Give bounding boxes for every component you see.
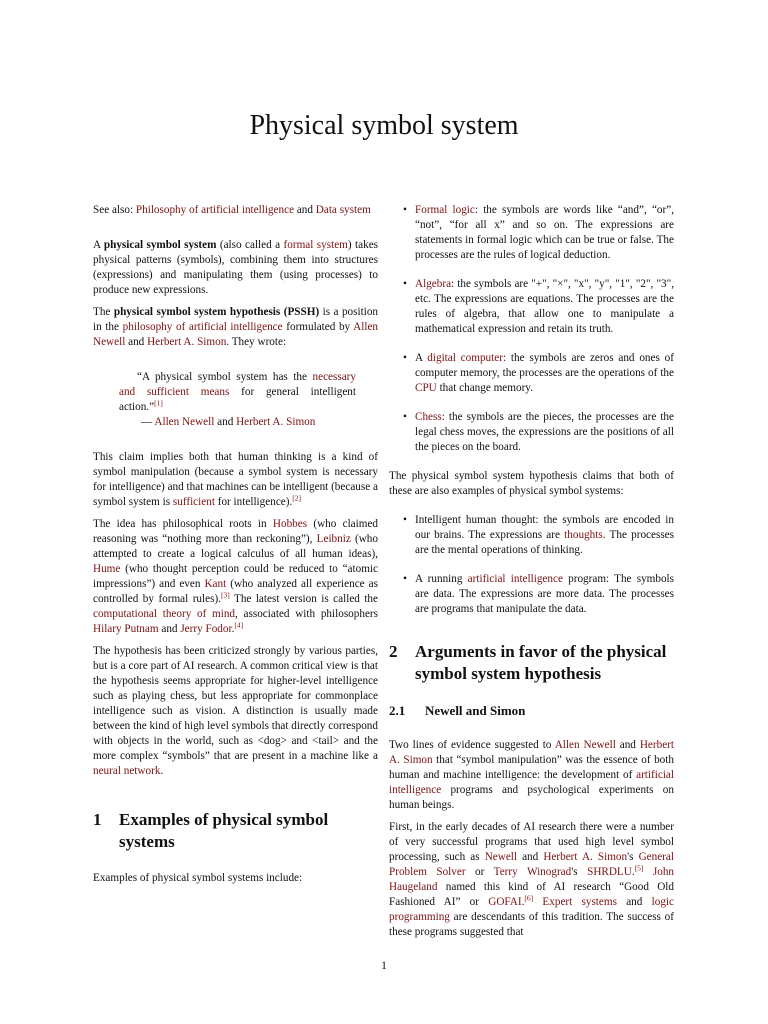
first-text: First, in the early decades of AI research there were a number of very successful programs that used high level symbol processing, such as bbox=[389, 821, 674, 863]
attribution-and: and bbox=[214, 416, 237, 428]
claim-text: This claim implies both that human thinking is a kind of symbol manipulation (because a symbol system is necessary for intelligence) and that machines can be intelligent (because a symbol system is bbox=[93, 451, 378, 508]
first-text bbox=[643, 866, 652, 878]
section-title: Arguments in favor of the physical symbol system hypothesis bbox=[415, 642, 667, 683]
link-john-haugeland[interactable]: John Haugeland bbox=[389, 866, 675, 893]
list-item bbox=[389, 277, 674, 337]
criticized-text: The hypothesis has been criticized strongly by various parties, but is a core part of AI research. A common critical view is that the hypothesis seems appropriate for higher-level intelligence such as playing chess, but less appropriate for commonplace intelligence such as vision. A distinction is usually made between the kind of high level symbols that directly correspond with objects in the world, such as <dog> and <tail> and the more complex “symbols” that are present in a machine like a bbox=[93, 645, 378, 762]
citation-5[interactable]: [5] bbox=[634, 863, 644, 873]
link-allen-newell[interactable]: Allen Newell bbox=[154, 416, 215, 428]
criticized-text: . bbox=[160, 765, 164, 777]
link-formal-logic[interactable]: Formal logic bbox=[415, 204, 475, 216]
link-logic-programming[interactable]: logic programming bbox=[389, 896, 674, 923]
attribution-dash: — bbox=[141, 416, 155, 428]
subsection-number: 2.1 bbox=[389, 703, 406, 718]
link-algebra[interactable]: Algebra bbox=[415, 278, 452, 290]
intro-text: (also called a bbox=[216, 239, 284, 251]
link-philosophy-of-ai[interactable]: philosophy of artificial intelligence bbox=[122, 321, 283, 333]
list-item bbox=[389, 203, 674, 263]
quote-part: “A physical symbol system has the bbox=[137, 371, 313, 383]
first-paragraph bbox=[389, 820, 674, 940]
link-data-system[interactable]: Data system bbox=[315, 204, 371, 216]
list-item-text: A bbox=[415, 352, 428, 364]
link-leibniz[interactable]: Leibniz bbox=[316, 533, 351, 545]
list-item bbox=[389, 410, 674, 455]
first-text: named this kind of AI research “Good Old Fashioned AI” or bbox=[389, 881, 674, 908]
link-shrdlu[interactable]: SHRDLU bbox=[587, 866, 632, 878]
first-text: . bbox=[521, 896, 525, 908]
link-herbert-simon[interactable]: Herbert A. Simon bbox=[147, 336, 227, 348]
bullet-icon: • bbox=[403, 514, 407, 526]
first-text: 's bbox=[627, 851, 639, 863]
roots-paragraph bbox=[93, 517, 378, 637]
link-philosophy-of-ai[interactable]: Philosophy of artificial intelligence bbox=[135, 204, 295, 216]
pssh-text: is a position in the bbox=[93, 306, 379, 333]
page-title: Physical symbol system bbox=[249, 110, 519, 141]
roots-text: , associated with philosophers bbox=[235, 608, 378, 620]
evidence-text: that “symbol manipulation” was the essence of both human and machine intelligence: the development of bbox=[389, 754, 674, 781]
link-formal-system[interactable]: formal system bbox=[283, 239, 348, 251]
link-general-problem-solver[interactable]: General Problem Solver bbox=[389, 851, 674, 878]
list-item-text: that change memory. bbox=[436, 382, 533, 394]
link-artificial-intelligence[interactable]: artificial intelligence bbox=[467, 573, 563, 585]
link-allen-newell[interactable]: Allen Newell bbox=[554, 739, 616, 751]
list-item bbox=[389, 351, 674, 396]
first-text: . bbox=[631, 866, 635, 878]
roots-text: (who thought perception could be reduced to “atomic impressions”) and even bbox=[93, 563, 378, 590]
section-2-1-heading bbox=[389, 703, 674, 718]
see-also-prefix: See also: bbox=[93, 204, 136, 216]
examples-intro: Examples of physical symbol systems include: bbox=[93, 872, 303, 884]
roots-text: The latest version is called the bbox=[229, 593, 378, 605]
intro-text: ) takes physical patterns (symbols), combining them into structures (expressions) and manipulating them (using processes) to produce new expressions. bbox=[93, 239, 379, 296]
claims-paragraph: The physical symbol system hypothesis claims that both of these are also examples of physical symbol systems: bbox=[389, 470, 674, 497]
list-item-text: . The processes are the mental operations of thinking. bbox=[415, 529, 675, 556]
page-number: 1 bbox=[381, 960, 387, 972]
evidence-paragraph bbox=[389, 738, 674, 813]
claim-paragraph bbox=[93, 450, 378, 510]
link-hilary-putnam[interactable]: Hilary Putnam bbox=[93, 623, 159, 635]
right-column bbox=[389, 203, 674, 947]
link-herbert-simon[interactable]: Herbert A. Simon bbox=[543, 851, 628, 863]
link-terry-winograd[interactable]: Terry Winograd bbox=[493, 866, 572, 878]
first-text: and bbox=[616, 896, 652, 908]
subsection-title: Newell and Simon bbox=[425, 703, 526, 718]
blockquote bbox=[119, 370, 356, 430]
link-jerry-fodor[interactable]: Jerry Fodor bbox=[180, 623, 232, 635]
list-item-text: : the symbols are words like “and”, “or”, “not”, “for all x” and so on. The expressions are statements in formal logic which can be true or false. The processes are the rules of logical deduction. bbox=[415, 204, 674, 261]
link-computational-theory-of-mind[interactable]: computational theory of mind bbox=[93, 608, 236, 620]
citation-1[interactable]: [1] bbox=[154, 398, 163, 408]
link-cpu[interactable]: CPU bbox=[415, 382, 437, 394]
evidence-text: Two lines of evidence suggested to bbox=[389, 739, 555, 751]
pssh-abbrev: (PSSH) bbox=[283, 306, 320, 318]
roots-text: (who claimed reasoning was “nothing more than reckoning”), bbox=[93, 518, 379, 545]
list-item bbox=[389, 572, 674, 617]
link-allen-newell[interactable]: Allen Newell bbox=[93, 321, 379, 348]
list-item bbox=[389, 513, 674, 558]
bullet-icon: • bbox=[403, 411, 407, 423]
list-item-text: : the symbols are the pieces, the processes are the legal chess moves, the expressions are the positions of all the pieces on the board. bbox=[415, 411, 674, 453]
quote-part: for general intelligent action.” bbox=[119, 386, 357, 413]
pssh-term: physical symbol system hypothesis bbox=[113, 306, 281, 318]
link-hume[interactable]: Hume bbox=[93, 563, 121, 575]
intro-paragraph bbox=[93, 238, 378, 298]
citation-3[interactable]: [3] bbox=[220, 590, 230, 600]
first-text: are descendants of this tradition. The success of these programs suggested that bbox=[389, 911, 674, 938]
pssh-paragraph bbox=[93, 305, 378, 350]
link-herbert-simon[interactable]: Herbert A. Simon bbox=[236, 416, 316, 428]
roots-text: and bbox=[158, 623, 181, 635]
section-number: 2 bbox=[389, 642, 398, 661]
link-kant[interactable]: Kant bbox=[204, 578, 227, 590]
citation-4[interactable]: [4] bbox=[234, 620, 244, 630]
list-item-text: : the symbols are zeros and ones of computer memory, the processes are the operations of the bbox=[415, 352, 674, 379]
roots-text: (who attempted to create a logical calculus of all human ideas), bbox=[93, 533, 378, 560]
intro-text: A bbox=[93, 239, 104, 251]
citation-6[interactable]: [6] bbox=[524, 893, 534, 903]
evidence-text: programs and psychological experiments on human beings. bbox=[389, 784, 674, 811]
link-chess[interactable]: Chess bbox=[415, 411, 442, 423]
pssh-text: . They wrote: bbox=[226, 336, 287, 348]
link-artificial-intelligence[interactable]: artificial intelligence bbox=[389, 769, 674, 796]
section-number: 1 bbox=[93, 810, 102, 829]
pssh-text: and bbox=[125, 336, 148, 348]
first-text: and bbox=[517, 851, 544, 863]
intro-term: physical symbol system bbox=[103, 239, 217, 251]
link-digital-computer[interactable]: digital computer bbox=[427, 352, 503, 364]
link-sufficient[interactable]: sufficient bbox=[172, 496, 215, 508]
see-also-and: and bbox=[294, 204, 316, 216]
first-text: 's bbox=[571, 866, 588, 878]
list-item-text: : the symbols are "+", "×", "x", "y", "1", "2", "3", etc. The expressions are equations. The processes are the rules of algebra, that allow one to manipulate a mathematical expression and retain its truth. bbox=[415, 278, 674, 335]
link-expert-systems[interactable]: Expert systems bbox=[542, 896, 617, 908]
quote-attribution bbox=[141, 415, 356, 430]
link-gofai[interactable]: GOFAI bbox=[488, 896, 522, 908]
left-column bbox=[93, 203, 378, 893]
list-item-text: A running bbox=[415, 573, 468, 585]
link-necessary-and-sufficient[interactable]: necessary and sufficient means bbox=[119, 371, 356, 398]
examples-list-2 bbox=[389, 513, 674, 617]
link-newell[interactable]: Newell bbox=[484, 851, 518, 863]
link-thoughts[interactable]: thoughts bbox=[564, 529, 603, 541]
see-also-note bbox=[93, 203, 378, 218]
evidence-text: and bbox=[615, 739, 640, 751]
link-herbert-simon[interactable]: Herbert A. Simon bbox=[389, 739, 674, 766]
roots-text: The idea has philosophical roots in bbox=[93, 518, 273, 530]
criticized-paragraph bbox=[93, 644, 378, 779]
section-1-heading bbox=[93, 809, 378, 853]
bullet-icon: • bbox=[403, 278, 407, 290]
citation-2[interactable]: [2] bbox=[292, 493, 302, 503]
roots-text: (who analyzed all experience as controlled by formal rules). bbox=[93, 578, 378, 605]
claim-text: for intelligence). bbox=[214, 496, 293, 508]
list-item-text: program: The symbols are data. The expressions are more data. The processes are programs that manipulate the data. bbox=[415, 573, 675, 615]
link-neural-network[interactable]: neural network bbox=[93, 765, 161, 777]
pssh-text: The bbox=[93, 306, 114, 318]
section-2-heading bbox=[389, 641, 674, 685]
roots-text: . bbox=[231, 623, 235, 635]
list-item-text: Intelligent human thought: the symbols are encoded in our brains. The expressions are bbox=[415, 514, 674, 541]
pssh-text: formulated by bbox=[282, 321, 354, 333]
examples-list bbox=[389, 203, 674, 455]
section-title: Examples of physical symbol systems bbox=[119, 810, 329, 851]
quote-text bbox=[119, 370, 356, 415]
bullet-icon: • bbox=[403, 204, 407, 216]
first-text: or bbox=[465, 866, 494, 878]
bullet-icon: • bbox=[403, 573, 407, 585]
bullet-icon: • bbox=[403, 352, 407, 364]
link-hobbes[interactable]: Hobbes bbox=[272, 518, 308, 530]
